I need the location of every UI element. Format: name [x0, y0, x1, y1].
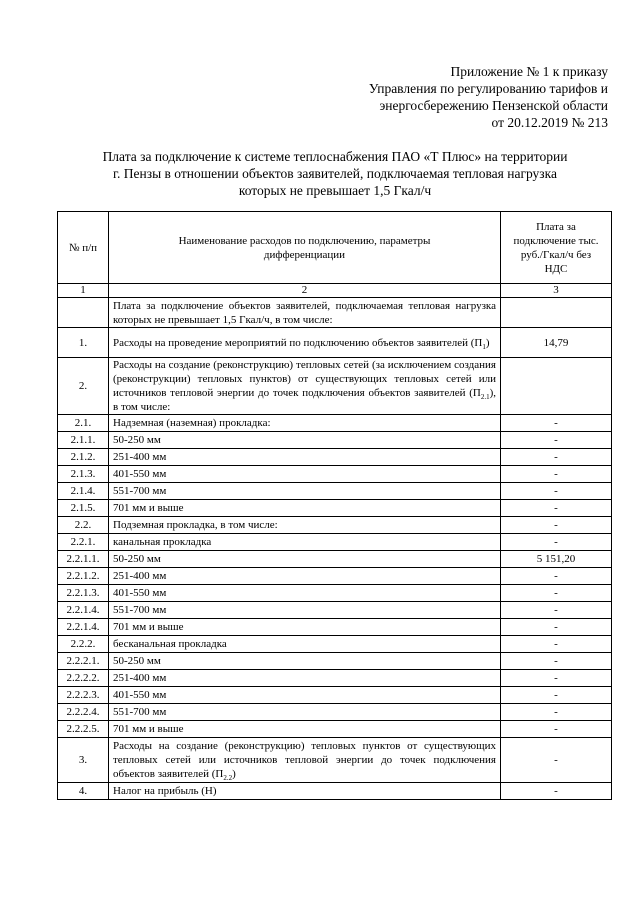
row-name-text: 401-550 мм	[113, 587, 167, 599]
row-name-text: Плата за подключение объектов заявителей, подключаемая тепловая нагрузка которых не превышает 1,5 Гкал/ч, в том числе:	[113, 299, 496, 326]
row-number: 2.2.1.3.	[58, 585, 109, 602]
row-fee-value: 5 151,20	[501, 551, 612, 568]
row-number: 2.2.1.4.	[58, 619, 109, 636]
row-fee-value: -	[501, 670, 612, 687]
row-number: 2.2.	[58, 517, 109, 534]
row-number	[58, 298, 109, 328]
row-fee-value: -	[501, 636, 612, 653]
row-name-text: Налог на прибыль (Н)	[113, 785, 217, 797]
row-name	[109, 328, 501, 358]
row-number: 2.1.4.	[58, 483, 109, 500]
row-name-text: Подземная прокладка, в том числе:	[113, 519, 278, 531]
row-name	[109, 670, 501, 687]
table-row	[58, 704, 612, 721]
row-name	[109, 449, 501, 466]
row-name-text: 551-700 мм	[113, 485, 167, 497]
table-row	[58, 721, 612, 738]
row-fee-value: -	[501, 783, 612, 800]
row-name	[109, 432, 501, 449]
row-name-text: 701 мм и выше	[113, 723, 184, 735]
row-number: 2.2.2.4.	[58, 704, 109, 721]
table-row	[58, 636, 612, 653]
row-number: 2.2.2.1.	[58, 653, 109, 670]
table-row	[58, 466, 612, 483]
row-name	[109, 551, 501, 568]
row-number: 2.2.1.1.	[58, 551, 109, 568]
column-number: 2	[109, 284, 501, 298]
row-name	[109, 687, 501, 704]
row-name-text: 50-250 мм	[113, 553, 161, 565]
row-fee-value: -	[501, 534, 612, 551]
row-name	[109, 619, 501, 636]
row-fee-value: 14,79	[501, 328, 612, 358]
table-row	[58, 585, 612, 602]
tariff-table	[57, 211, 612, 800]
row-name	[109, 298, 501, 328]
header-name	[109, 212, 501, 284]
title-line: которых не превышает 1,5 Гкал/ч	[238, 183, 432, 198]
row-name-text: 251-400 мм	[113, 451, 167, 463]
row-name-suffix: ), в том числе:	[113, 387, 496, 413]
header-fee-text: Плата за подключение тыс. руб./Гкал/ч без НДС	[513, 220, 599, 275]
title-line: г. Пензы в отношении объектов заявителей, подключаемая тепловая нагрузка	[113, 166, 557, 181]
row-name-subscript: 2.1	[480, 393, 490, 402]
row-name	[109, 517, 501, 534]
row-name	[109, 602, 501, 619]
row-number: 2.2.2.2.	[58, 670, 109, 687]
row-fee-value: -	[501, 653, 612, 670]
row-name	[109, 568, 501, 585]
row-name-text: 551-700 мм	[113, 604, 167, 616]
row-fee-value: -	[501, 500, 612, 517]
row-name	[109, 585, 501, 602]
column-number: 3	[501, 284, 612, 298]
row-number: 2.1.5.	[58, 500, 109, 517]
row-fee-value	[501, 298, 612, 328]
row-number: 4.	[58, 783, 109, 800]
row-name	[109, 704, 501, 721]
row-number: 2.1.3.	[58, 466, 109, 483]
row-number: 2.2.2.5.	[58, 721, 109, 738]
row-number: 2.2.2.3.	[58, 687, 109, 704]
table-row	[58, 551, 612, 568]
table-row	[58, 783, 612, 800]
row-name-text: бесканальная прокладка	[113, 638, 227, 650]
row-name	[109, 721, 501, 738]
header-name-text: Наименование расходов по подключению, параметры дифференциации	[178, 234, 431, 261]
row-name-subscript: 1	[482, 342, 486, 351]
row-name-text: 701 мм и выше	[113, 621, 184, 633]
row-name	[109, 466, 501, 483]
row-fee-value: -	[501, 568, 612, 585]
table-row	[58, 534, 612, 551]
row-fee-value: -	[501, 738, 612, 783]
row-name-text: 50-250 мм	[113, 434, 161, 446]
row-fee-value: -	[501, 602, 612, 619]
table-body	[58, 298, 612, 800]
header-fee	[501, 212, 612, 284]
row-name	[109, 636, 501, 653]
table-row	[58, 483, 612, 500]
table-row	[58, 687, 612, 704]
row-name-text: канальная прокладка	[113, 536, 212, 548]
row-fee-value: -	[501, 483, 612, 500]
row-number: 2.	[58, 358, 109, 415]
table-row	[58, 328, 612, 358]
table-header-row	[58, 212, 612, 284]
header-line: энергосбережению Пензенской области	[379, 98, 608, 113]
row-name-subscript: 2.2	[223, 774, 233, 783]
row-number: 1.	[58, 328, 109, 358]
row-number: 2.1.1.	[58, 432, 109, 449]
table-row	[58, 298, 612, 328]
row-name-text: 701 мм и выше	[113, 502, 184, 514]
row-name	[109, 534, 501, 551]
row-name-text: Расходы на создание (реконструкцию) тепловых сетей (за исключением создания (реконструкции) тепловых пунктов) от существующих тепловых сетей или источников тепловой энергии до точек подключения объектов заявителей (П	[113, 359, 496, 399]
column-number-row	[58, 284, 612, 298]
row-number: 2.2.1.	[58, 534, 109, 551]
table-row	[58, 432, 612, 449]
table-row	[58, 449, 612, 466]
table-row	[58, 415, 612, 432]
row-name-text: 251-400 мм	[113, 570, 167, 582]
row-name	[109, 483, 501, 500]
row-fee-value: -	[501, 721, 612, 738]
table-row	[58, 738, 612, 783]
appendix-header	[369, 63, 608, 131]
row-fee-value: -	[501, 619, 612, 636]
row-fee-value: -	[501, 704, 612, 721]
row-number: 2.1.	[58, 415, 109, 432]
row-name-suffix: )	[232, 768, 236, 780]
row-number: 3.	[58, 738, 109, 783]
header-line: Приложение № 1 к приказу	[450, 64, 608, 79]
row-fee-value: -	[501, 466, 612, 483]
row-name	[109, 415, 501, 432]
row-name-text: 401-550 мм	[113, 689, 167, 701]
table-row	[58, 602, 612, 619]
table-row	[58, 358, 612, 415]
row-number: 2.1.2.	[58, 449, 109, 466]
row-name-text: 251-400 мм	[113, 672, 167, 684]
row-fee-value: -	[501, 432, 612, 449]
row-fee-value: -	[501, 585, 612, 602]
row-number: 2.2.2.	[58, 636, 109, 653]
row-number: 2.2.1.2.	[58, 568, 109, 585]
row-name	[109, 653, 501, 670]
row-fee-value: -	[501, 517, 612, 534]
row-fee-value: -	[501, 449, 612, 466]
row-name-text: 50-250 мм	[113, 655, 161, 667]
row-number: 2.2.1.4.	[58, 602, 109, 619]
row-fee-value: -	[501, 415, 612, 432]
row-name-text: 401-550 мм	[113, 468, 167, 480]
row-fee-value	[501, 358, 612, 415]
row-name-text: Расходы на проведение мероприятий по подключению объектов заявителей (П	[113, 336, 483, 349]
title-line: Плата за подключение к системе теплоснабжения ПАО «Т Плюс» на территории	[102, 149, 568, 164]
table-row	[58, 517, 612, 534]
row-name-text: 551-700 мм	[113, 706, 167, 718]
row-name	[109, 738, 501, 783]
table-row	[58, 670, 612, 687]
table-row	[58, 568, 612, 585]
document-title	[60, 148, 610, 199]
row-name	[109, 500, 501, 517]
table-row	[58, 653, 612, 670]
row-name	[109, 783, 501, 800]
row-name-text: Расходы на создание (реконструкцию) тепловых пунктов от существующих тепловых сетей или источников тепловой энергии до точек подключения объектов заявителей (П	[113, 740, 496, 780]
header-num: № п/п	[58, 212, 109, 284]
row-name-suffix: )	[485, 336, 490, 349]
header-line: Управления по регулированию тарифов и	[368, 81, 608, 96]
table-row	[58, 619, 612, 636]
table-row	[58, 500, 612, 517]
row-name-text: Надземная (наземная) прокладка:	[113, 417, 271, 429]
header-line: от 20.12.2019 № 213	[491, 115, 608, 130]
column-number: 1	[58, 284, 109, 298]
row-name	[109, 358, 501, 415]
row-fee-value: -	[501, 687, 612, 704]
